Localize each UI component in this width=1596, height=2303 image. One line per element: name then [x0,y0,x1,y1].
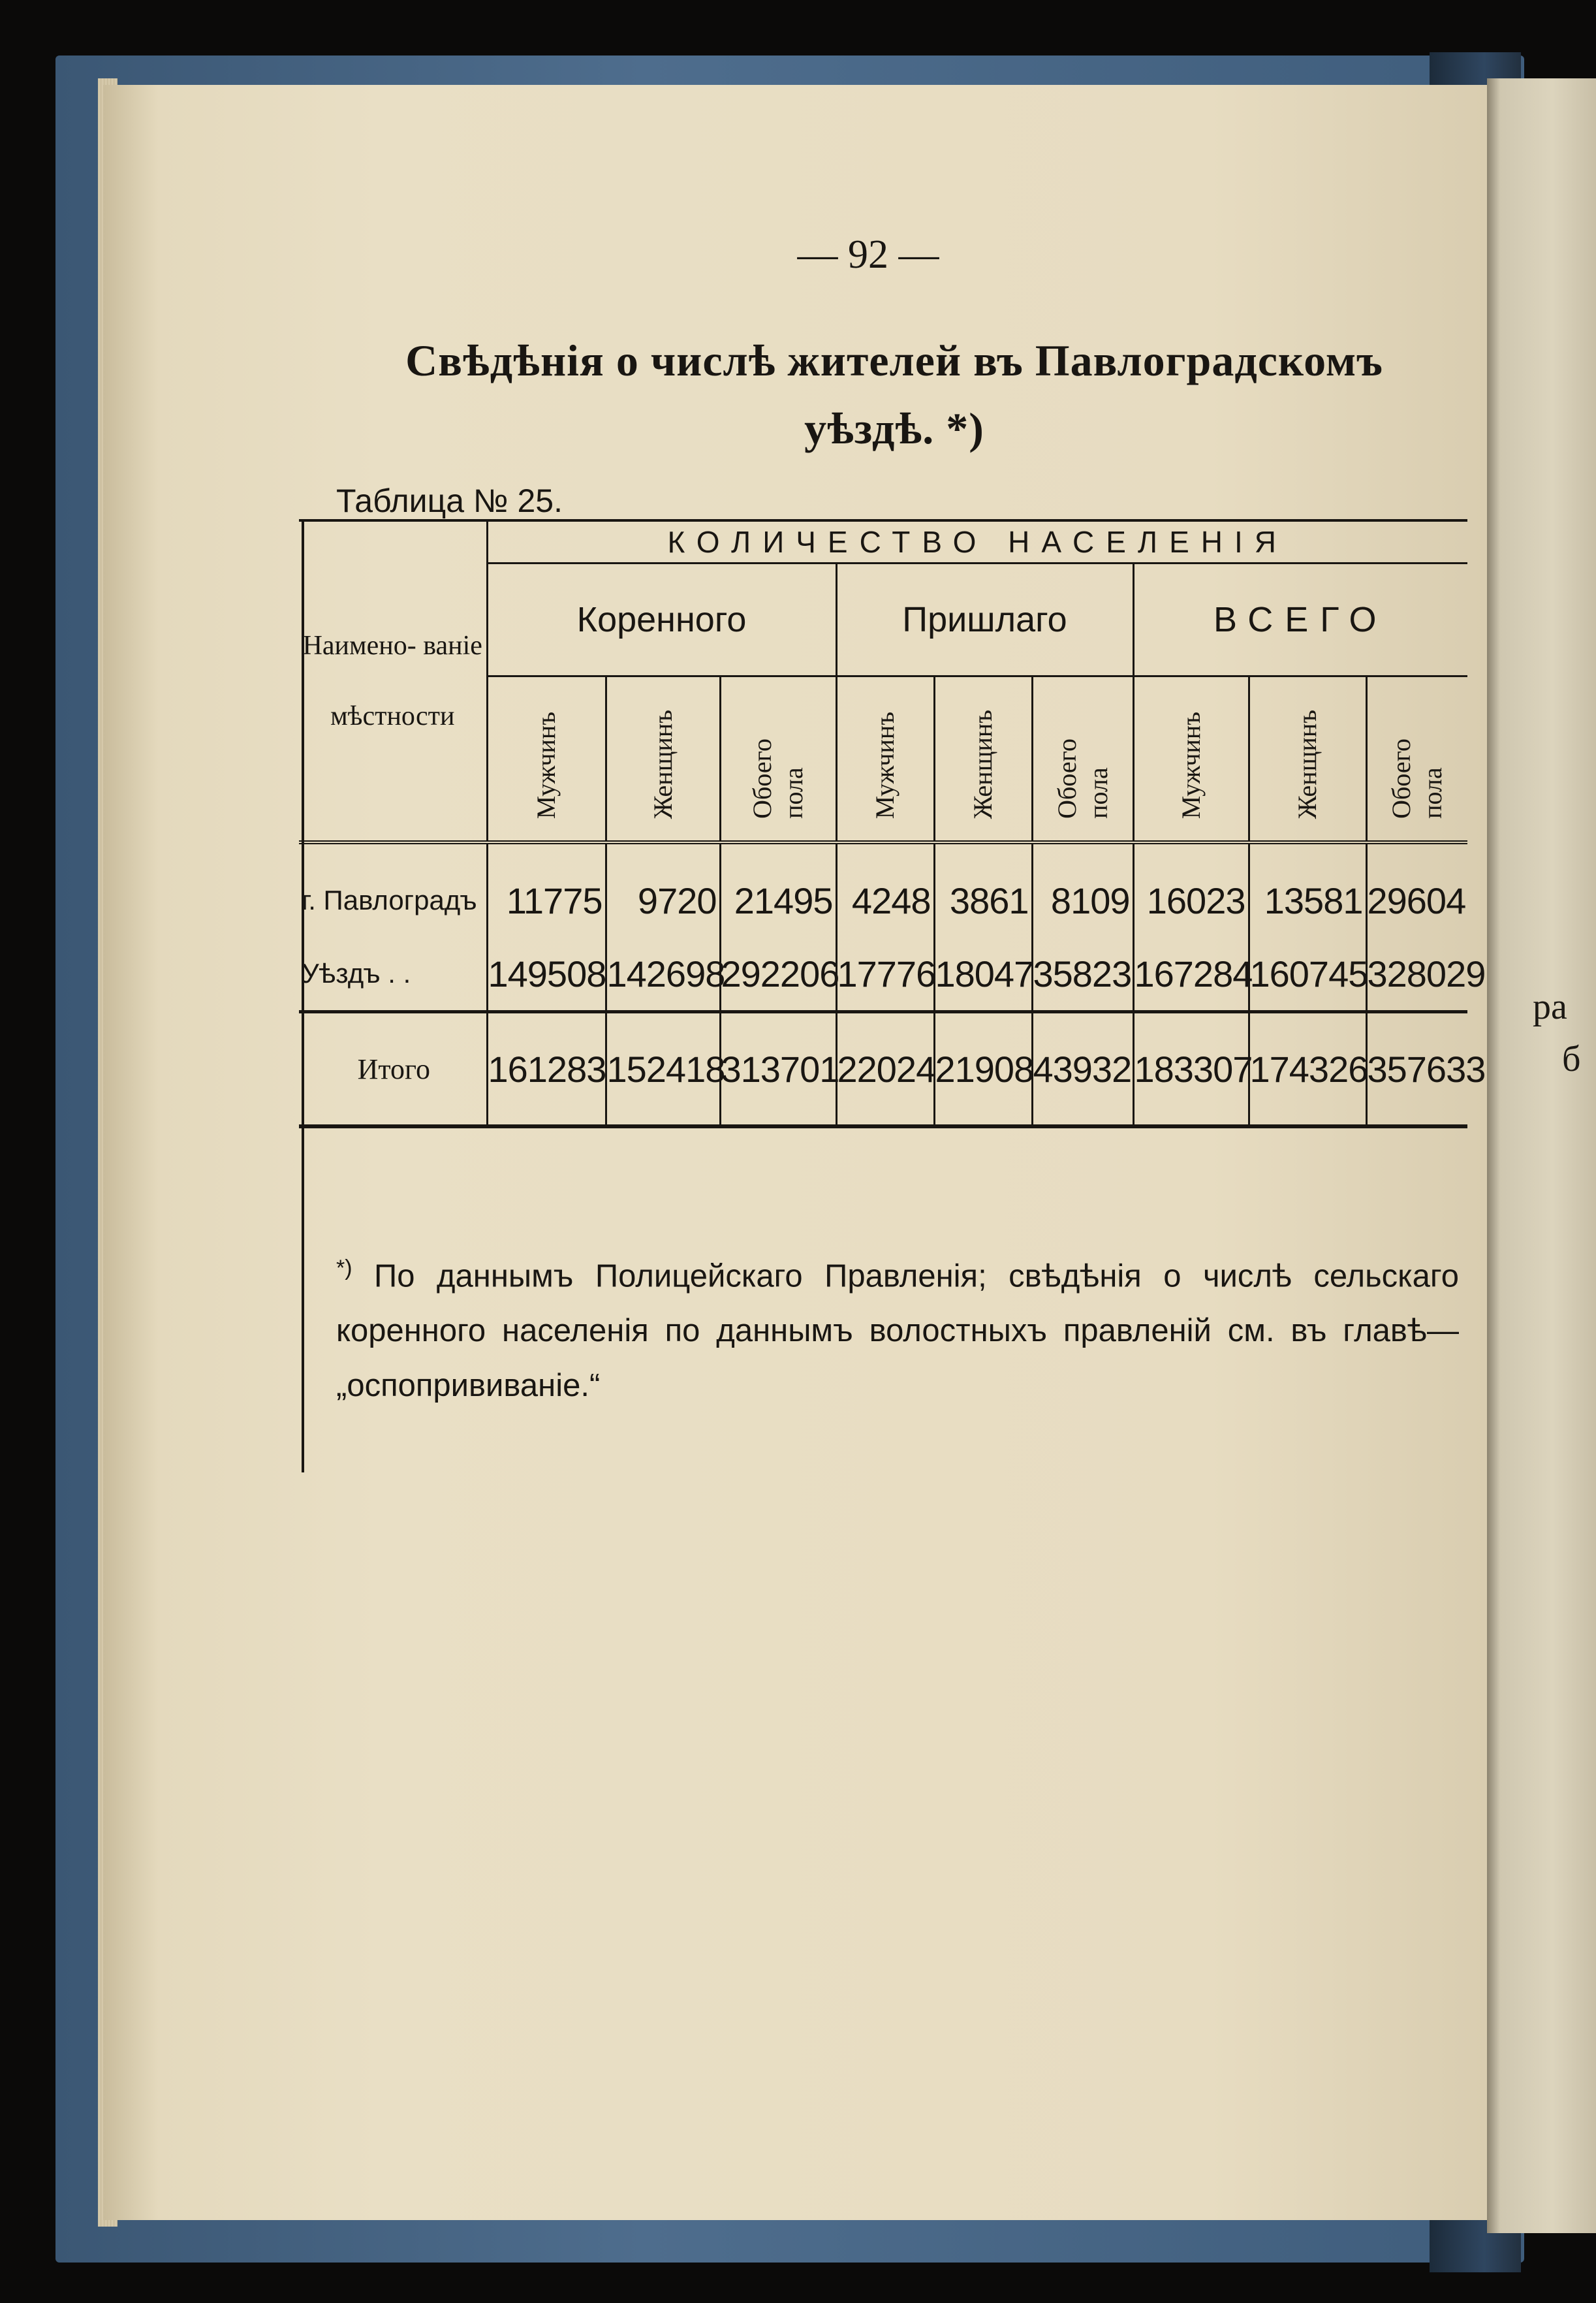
next-page-fragment: ра [1533,987,1567,1027]
table-cell: 9720 [606,842,720,937]
table-cell: 3861 [934,842,1032,937]
group-header-newcomer: Пришлаго [836,564,1133,676]
subheader-both: Обоего пола [1366,676,1467,843]
row-name: г. Павлоградъ [302,885,477,915]
table-cell: 22024 [836,1012,934,1127]
group-header-native: Коренного [487,564,836,676]
table-cell: 174326 [1249,1012,1366,1127]
title-line-1: Свѣдѣнія о числѣ жителей въ Павлоградскомъ [405,336,1383,385]
table-row [299,842,1467,937]
subheader-men: Мужчинъ [487,676,606,843]
group-header-total: ВСЕГО [1133,564,1467,676]
table-cell: 11775 [487,842,606,937]
table-total-row [299,1012,1467,1127]
table-cell: 8109 [1032,842,1133,937]
table-cell: 43932 [1032,1012,1133,1127]
table-cell: 161283 [487,1012,606,1127]
table-cell: 328029 [1366,937,1467,1012]
subheader-both: Обоего пола [1032,676,1133,843]
table-cell: 160745 [1249,937,1366,1012]
title-line-2: уѣздѣ. *) [804,404,984,453]
table-cell: 313701 [720,1012,836,1127]
table-label: Таблица № 25. [336,483,563,519]
subheader-women: Женщинъ [1249,676,1366,843]
subheader-both: Обоего пола [720,676,836,843]
page-title [339,326,1449,462]
table-cell: 13581 [1249,842,1366,937]
row-name: Уѣздъ . . [302,958,411,989]
table-cell: 4248 [836,842,934,937]
table-cell: 357633 [1366,1012,1467,1127]
table-cell: 183307 [1133,1012,1249,1127]
table-cell: 18047 [934,937,1032,1012]
table-cell: 152418 [606,1012,720,1127]
footnote-mark: *) [336,1256,352,1280]
table-cell: 17776 [836,937,934,1012]
population-table [299,519,1486,1128]
subheader-women: Женщинъ [934,676,1032,843]
table-cell: 35823 [1032,937,1133,1012]
table-caption: КОЛИЧЕСТВО НАСЕЛЕНІЯ [487,520,1467,564]
table-cell: 21495 [720,842,836,937]
next-page-edge [1487,78,1596,2233]
table-cell: 142698 [606,937,720,1012]
footnote-text: По даннымъ Полицейскаго Правленія; свѣдѣнія о числѣ сельскаго коренного населенія по даннымъ волостныхъ правленій см. въ главѣ—„оспопрививаніе.“ [336,1258,1459,1404]
subheader-men: Мужчинъ [836,676,934,843]
locality-column-header: Наимено- ваніе мѣстности [299,520,487,842]
table-cell: 292206 [720,937,836,1012]
next-page-fragment: б [1562,1039,1581,1079]
total-row-name: Итого [299,1012,487,1127]
footnote [336,1241,1459,1413]
subheader-women: Женщинъ [606,676,720,843]
table-row [299,937,1467,1012]
table-cell: 29604 [1366,842,1467,937]
table-cell: 149508 [487,937,606,1012]
subheader-men: Мужчинъ [1133,676,1249,843]
page-number: — 92 — [797,232,939,277]
table-cell: 167284 [1133,937,1249,1012]
table-cell: 16023 [1133,842,1249,937]
table-cell: 21908 [934,1012,1032,1127]
